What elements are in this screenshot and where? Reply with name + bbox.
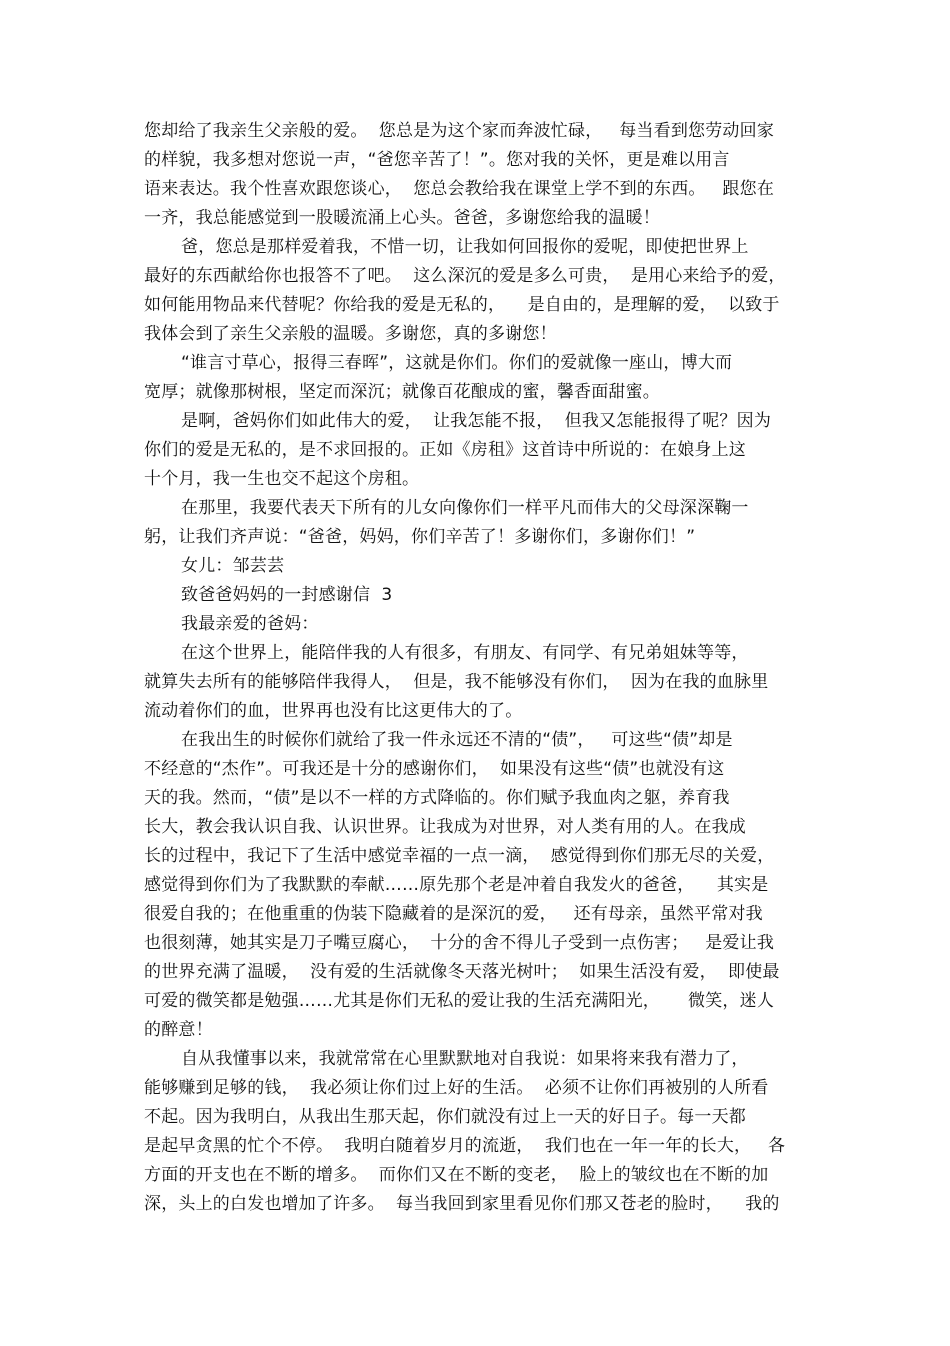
text-line: 如何能用物品来代替呢？你给我的爱是无私的， 是自由的，是理解的爱， 以致于: [144, 295, 780, 315]
text-line: 爸，您总是那样爱着我，不惜一切，让我如何回报你的爱呢，即使把世界上: [181, 237, 749, 257]
text-line: 的样貌，我多想对您说一声，“爸您辛苦了！”。您对我的关怀，更是难以用言: [144, 150, 730, 170]
text-line: 在我出生的时候你们就给了我一件永远还不清的“债”， 可这些“债”却是: [181, 730, 733, 750]
text-line: 天的我。然而，“债”是以不一样的方式降临的。你们赋予我血肉之躯，养育我: [144, 788, 730, 808]
text-line: 十个月，我一生也交不起这个房租。: [144, 469, 420, 489]
text-line: 就算失去所有的能够陪伴我得人， 但是，我不能够没有你们， 因为在我的血脉里: [144, 672, 769, 692]
text-line: 我体会到了亲生父亲般的温暖。多谢您，真的多谢您！: [144, 324, 557, 344]
document-body: [144, 117, 814, 1219]
text-line: 方面的开支也在不断的增多。 而你们又在不断的变老， 脸上的皱纹也在不断的加: [144, 1165, 769, 1185]
text-line: 语来表达。我个性喜欢跟您谈心， 您总会教给我在课堂上学不到的东西。 跟您在: [144, 179, 775, 199]
text-line: 可爱的微笑都是勉强……尤其是你们无私的爱让我的生活充满阳光， 微笑，迷人: [144, 991, 775, 1011]
text-line: 你们的爱是无私的，是不求回报的。正如《房租》这首诗中所说的：在娘身上这: [144, 440, 746, 460]
text-line: 躬，让我们齐声说：“爸爸，妈妈，你们辛苦了！多谢你们，多谢你们！”: [144, 527, 696, 547]
text-line: 感觉得到你们为了我默默的奉献……原先那个老是冲着自我发火的爸爸， 其实是: [144, 875, 769, 895]
text-line: 宽厚；就像那树根，坚定而深沉；就像百花酿成的蜜，馨香面甜蜜。: [144, 382, 660, 402]
text-line: 我最亲爱的爸妈：: [181, 614, 319, 634]
text-line: 是起早贪黑的忙个不停。 我明白随着岁月的流逝， 我们也在一年一年的长大， 各: [144, 1136, 786, 1156]
text-line: 很爱自我的；在他重重的伪装下隐藏着的是深沉的爱， 还有母亲，虽然平常对我: [144, 904, 763, 924]
text-line: 的醉意！: [144, 1020, 213, 1040]
text-line: 是啊，爸妈你们如此伟大的爱， 让我怎能不报， 但我又怎能报得了呢？因为: [181, 411, 772, 431]
text-line: 的世界充满了温暖， 没有爱的生活就像冬天落光树叶； 如果生活没有爱， 即使最: [144, 962, 780, 982]
text-line: 在这个世界上，能陪伴我的人有很多，有朋友、有同学、有兄弟姐妹等等，: [181, 643, 749, 663]
text-line: 您却给了我亲生父亲般的爱。 您总是为这个家而奔波忙碌， 每当看到您劳动回家: [144, 121, 775, 141]
text-line: 深，头上的白发也增加了许多。 每当我回到家里看见你们那又苍老的脸时， 我的: [144, 1194, 780, 1214]
text-line: 致爸爸妈妈的一封感谢信 3: [181, 585, 393, 605]
text-line: 不经意的“杰作”。可我还是十分的感谢你们， 如果没有这些“债”也就没有这: [144, 759, 725, 779]
text-line: 女儿：邹芸芸: [181, 556, 285, 576]
text-line: 长大，教会我认识自我、认识世界。让我成为对世界，对人类有用的人。在我成: [144, 817, 746, 837]
text-line: 自从我懂事以来，我就常常在心里默默地对自我说：如果将来我有潜力了，: [181, 1049, 749, 1069]
text-line: 流动着你们的血，世界再也没有比这更伟大的了。: [144, 701, 523, 721]
text-line: 最好的东西献给你也报答不了吧。 这么深沉的爱是多么可贵， 是用心来给予的爱，: [144, 266, 786, 286]
text-line: 也很刻薄，她其实是刀子嘴豆腐心， 十分的舍不得儿子受到一点伤害； 是爱让我: [144, 933, 775, 953]
text-line: 不起。因为我明白，从我出生那天起，你们就没有过上一天的好日子。每一天都: [144, 1107, 746, 1127]
text-line: 一齐，我总能感觉到一股暖流涌上心头。爸爸，多谢您给我的温暖！: [144, 208, 660, 228]
text-line: 长的过程中，我记下了生活中感觉幸福的一点一滴， 感觉得到你们那无尽的关爱，: [144, 846, 775, 866]
text-line: “谁言寸草心，报得三春晖”，这就是你们。你们的爱就像一座山，博大而: [181, 353, 733, 373]
text-line: 能够赚到足够的钱， 我必须让你们过上好的生活。 必须不让你们再被别的人所看: [144, 1078, 769, 1098]
text-line: 在那里，我要代表天下所有的儿女向像你们一样平凡而伟大的父母深深鞠一: [181, 498, 749, 518]
